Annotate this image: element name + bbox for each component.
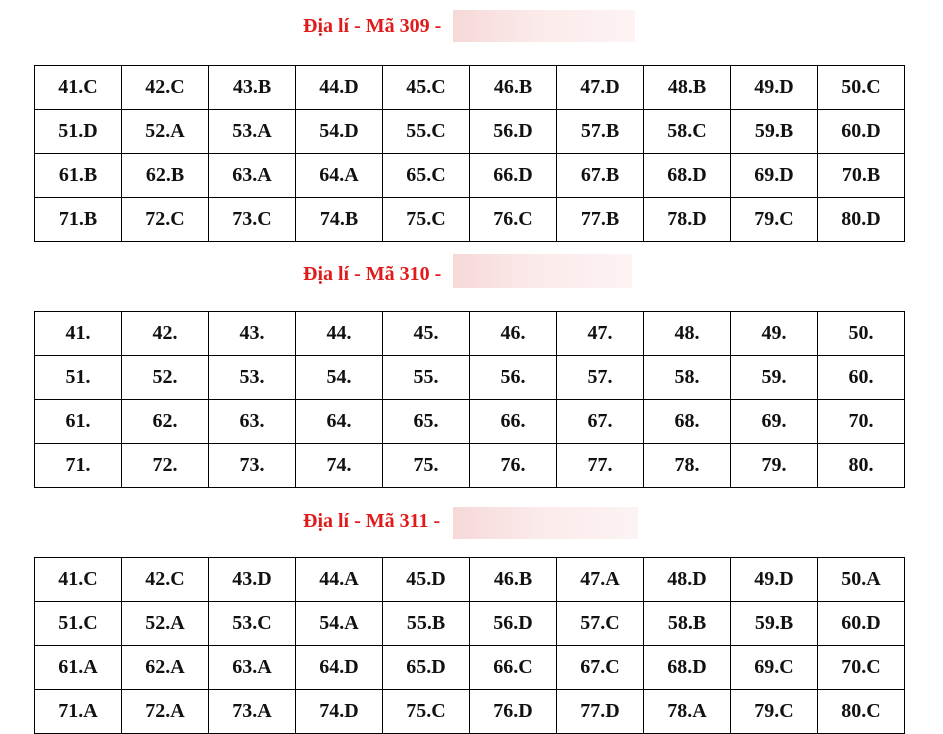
section-heading-310 xyxy=(0,256,943,292)
answer-cell: 55.B xyxy=(383,602,470,646)
table-row xyxy=(35,602,905,646)
answer-table-309 xyxy=(34,65,905,242)
answer-cell: 48. xyxy=(644,312,731,356)
answer-cell: 69. xyxy=(731,400,818,444)
answer-cell: 57.B xyxy=(557,110,644,154)
heading-text: Địa lí - Mã 310 - xyxy=(303,263,442,285)
answer-cell: 63.A xyxy=(209,154,296,198)
answer-cell: 59.B xyxy=(731,110,818,154)
table-row xyxy=(35,690,905,734)
redacted-area xyxy=(453,254,632,288)
answer-cell: 58. xyxy=(644,356,731,400)
answer-cell: 47. xyxy=(557,312,644,356)
answer-cell: 77.B xyxy=(557,198,644,242)
answer-cell: 54.D xyxy=(296,110,383,154)
answer-cell: 72.A xyxy=(122,690,209,734)
answer-cell: 78.D xyxy=(644,198,731,242)
answer-cell: 64.D xyxy=(296,646,383,690)
answer-cell: 50. xyxy=(818,312,905,356)
answer-cell: 42.C xyxy=(122,558,209,602)
answer-table-311 xyxy=(34,557,905,734)
answer-cell: 68.D xyxy=(644,646,731,690)
answer-cell: 46. xyxy=(470,312,557,356)
answer-cell: 60.D xyxy=(818,602,905,646)
answer-cell: 74.D xyxy=(296,690,383,734)
answer-cell: 77.D xyxy=(557,690,644,734)
answer-cell: 73.A xyxy=(209,690,296,734)
answer-cell: 80.D xyxy=(818,198,905,242)
answer-cell: 50.C xyxy=(818,66,905,110)
answer-cell: 70. xyxy=(818,400,905,444)
redacted-area xyxy=(453,507,638,539)
answer-cell: 63.A xyxy=(209,646,296,690)
answer-cell: 74.B xyxy=(296,198,383,242)
answer-cell: 53.C xyxy=(209,602,296,646)
table-row xyxy=(35,646,905,690)
table-row xyxy=(35,356,905,400)
answer-cell: 45.D xyxy=(383,558,470,602)
answer-cell: 51. xyxy=(35,356,122,400)
answer-cell: 74. xyxy=(296,444,383,488)
answer-cell: 52. xyxy=(122,356,209,400)
answer-cell: 69.C xyxy=(731,646,818,690)
answer-cell: 61.A xyxy=(35,646,122,690)
answer-cell: 61. xyxy=(35,400,122,444)
answer-cell: 76. xyxy=(470,444,557,488)
answer-cell: 67. xyxy=(557,400,644,444)
answer-cell: 71. xyxy=(35,444,122,488)
answer-cell: 66.D xyxy=(470,154,557,198)
answer-cell: 43.D xyxy=(209,558,296,602)
answer-cell: 75. xyxy=(383,444,470,488)
answer-cell: 48.D xyxy=(644,558,731,602)
answer-cell: 65.C xyxy=(383,154,470,198)
answer-cell: 44.D xyxy=(296,66,383,110)
answer-cell: 72. xyxy=(122,444,209,488)
answer-cell: 44.A xyxy=(296,558,383,602)
table-row xyxy=(35,66,905,110)
answer-cell: 76.C xyxy=(470,198,557,242)
answer-cell: 45. xyxy=(383,312,470,356)
answer-cell: 48.B xyxy=(644,66,731,110)
answer-cell: 66. xyxy=(470,400,557,444)
answer-cell: 79.C xyxy=(731,690,818,734)
answer-cell: 47.A xyxy=(557,558,644,602)
answer-cell: 65. xyxy=(383,400,470,444)
answer-cell: 62. xyxy=(122,400,209,444)
answer-cell: 46.B xyxy=(470,558,557,602)
table-row xyxy=(35,558,905,602)
table-row xyxy=(35,154,905,198)
answer-cell: 51.C xyxy=(35,602,122,646)
answer-cell: 68. xyxy=(644,400,731,444)
answer-cell: 64.A xyxy=(296,154,383,198)
answer-cell: 79. xyxy=(731,444,818,488)
answer-cell: 49.D xyxy=(731,66,818,110)
answer-cell: 42.C xyxy=(122,66,209,110)
answer-cell: 44. xyxy=(296,312,383,356)
answer-cell: 55.C xyxy=(383,110,470,154)
section-heading-311 xyxy=(0,503,943,539)
answer-cell: 73.C xyxy=(209,198,296,242)
answer-cell: 80. xyxy=(818,444,905,488)
answer-cell: 79.C xyxy=(731,198,818,242)
answer-cell: 71.A xyxy=(35,690,122,734)
answer-cell: 41.C xyxy=(35,558,122,602)
answer-cell: 52.A xyxy=(122,602,209,646)
answer-cell: 43. xyxy=(209,312,296,356)
answer-cell: 57. xyxy=(557,356,644,400)
answer-table-310 xyxy=(34,311,905,488)
answer-cell: 43.B xyxy=(209,66,296,110)
answer-cell: 42. xyxy=(122,312,209,356)
answer-cell: 70.B xyxy=(818,154,905,198)
answer-cell: 53.A xyxy=(209,110,296,154)
table-row xyxy=(35,444,905,488)
answer-cell: 66.C xyxy=(470,646,557,690)
redacted-area xyxy=(453,10,635,42)
answer-cell: 75.C xyxy=(383,690,470,734)
answer-cell: 58.B xyxy=(644,602,731,646)
answer-cell: 78. xyxy=(644,444,731,488)
answer-cell: 49.D xyxy=(731,558,818,602)
answer-cell: 56.D xyxy=(470,110,557,154)
heading-text: Địa lí - Mã 311 - xyxy=(303,510,441,532)
table-row xyxy=(35,400,905,444)
table-row xyxy=(35,312,905,356)
answer-cell: 54. xyxy=(296,356,383,400)
answer-cell: 67.B xyxy=(557,154,644,198)
answer-cell: 56. xyxy=(470,356,557,400)
answer-cell: 59.B xyxy=(731,602,818,646)
answer-cell: 62.B xyxy=(122,154,209,198)
answer-cell: 52.A xyxy=(122,110,209,154)
answer-cell: 64. xyxy=(296,400,383,444)
answer-cell: 59. xyxy=(731,356,818,400)
answer-cell: 55. xyxy=(383,356,470,400)
answer-cell: 50.A xyxy=(818,558,905,602)
section-heading-309 xyxy=(0,8,943,44)
answer-cell: 62.A xyxy=(122,646,209,690)
answer-cell: 63. xyxy=(209,400,296,444)
table-row xyxy=(35,110,905,154)
answer-cell: 72.C xyxy=(122,198,209,242)
answer-cell: 47.D xyxy=(557,66,644,110)
answer-cell: 65.D xyxy=(383,646,470,690)
answer-cell: 77. xyxy=(557,444,644,488)
answer-cell: 58.C xyxy=(644,110,731,154)
answer-cell: 51.D xyxy=(35,110,122,154)
answer-cell: 53. xyxy=(209,356,296,400)
answer-cell: 57.C xyxy=(557,602,644,646)
answer-cell: 76.D xyxy=(470,690,557,734)
answer-cell: 56.D xyxy=(470,602,557,646)
answer-cell: 69.D xyxy=(731,154,818,198)
answer-cell: 45.C xyxy=(383,66,470,110)
answer-cell: 70.C xyxy=(818,646,905,690)
answer-cell: 46.B xyxy=(470,66,557,110)
answer-cell: 75.C xyxy=(383,198,470,242)
answer-cell: 71.B xyxy=(35,198,122,242)
answer-cell: 49. xyxy=(731,312,818,356)
answer-cell: 73. xyxy=(209,444,296,488)
answer-cell: 41. xyxy=(35,312,122,356)
answer-cell: 60. xyxy=(818,356,905,400)
answer-cell: 78.A xyxy=(644,690,731,734)
answer-cell: 54.A xyxy=(296,602,383,646)
answer-cell: 61.B xyxy=(35,154,122,198)
answer-cell: 41.C xyxy=(35,66,122,110)
heading-text: Địa lí - Mã 309 - xyxy=(303,15,442,37)
answer-cell: 68.D xyxy=(644,154,731,198)
answer-cell: 60.D xyxy=(818,110,905,154)
answer-cell: 67.C xyxy=(557,646,644,690)
table-row xyxy=(35,198,905,242)
answer-cell: 80.C xyxy=(818,690,905,734)
